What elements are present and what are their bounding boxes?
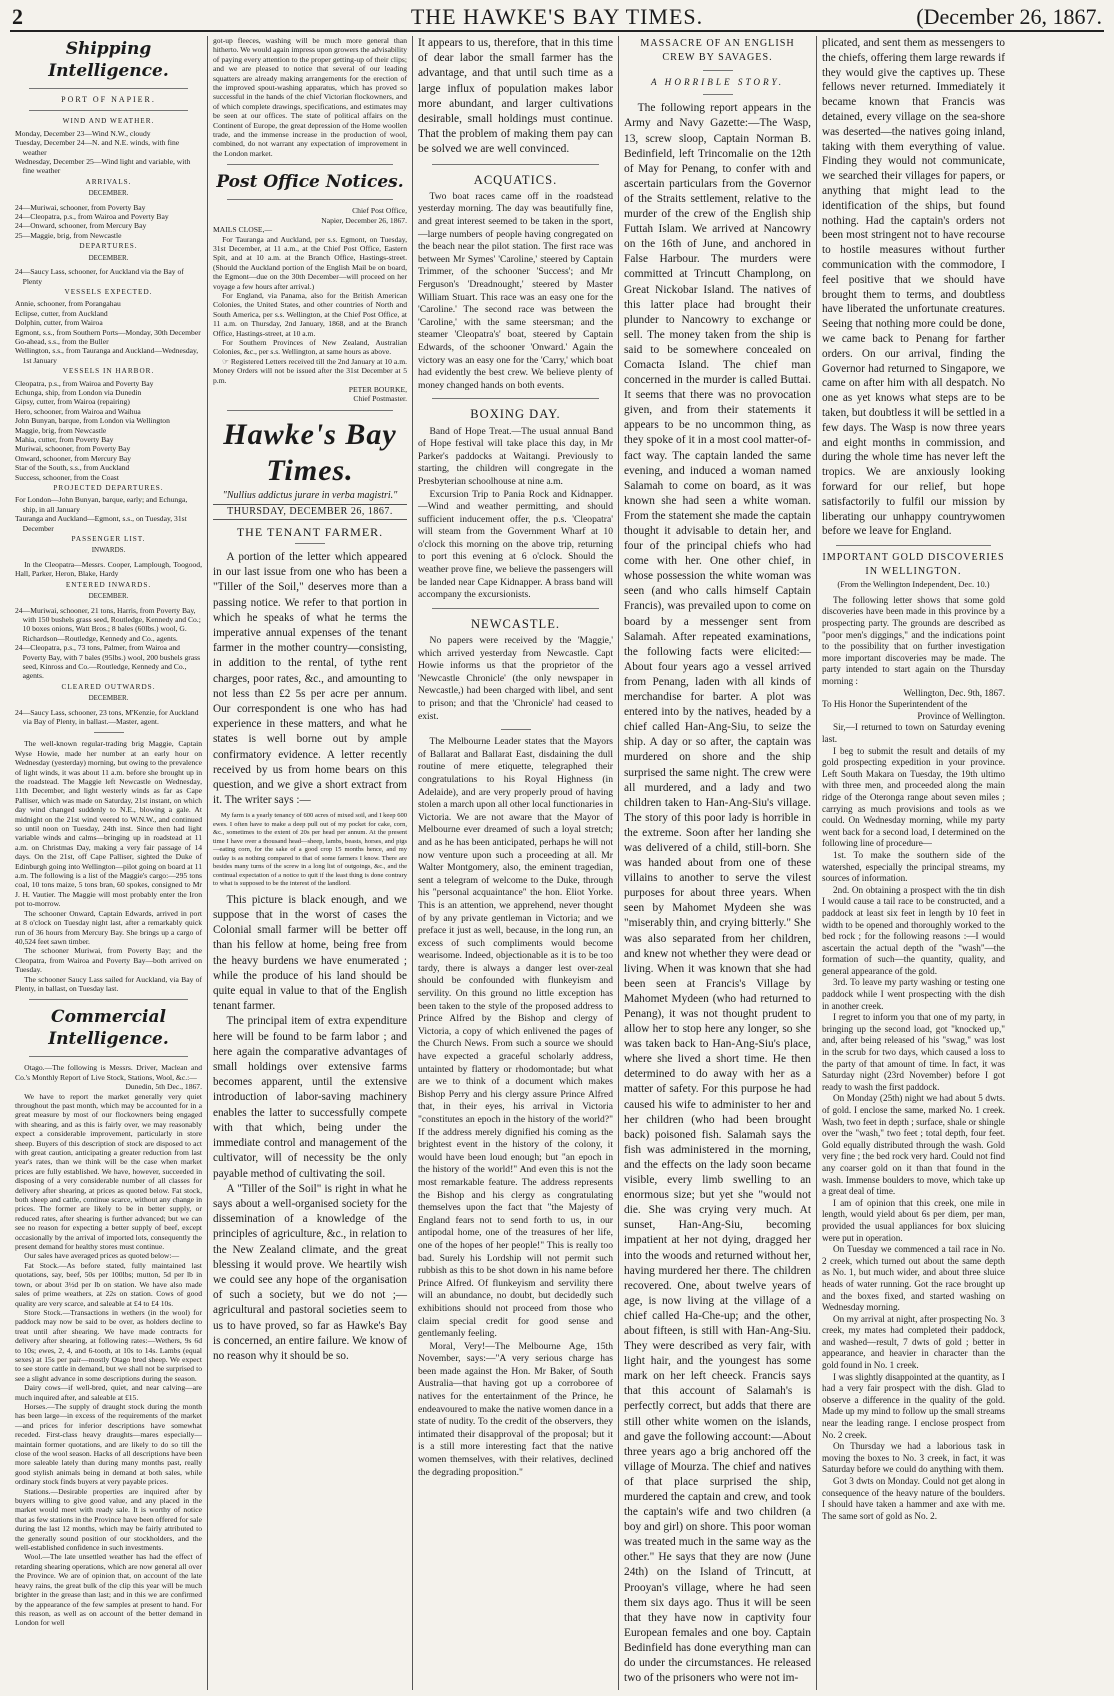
- newcastle-heading: NEWCASTLE.: [470, 616, 560, 631]
- divider: [432, 164, 599, 165]
- entered-heading: ENTERED INWARDS.: [65, 580, 152, 589]
- harbor-entry: Cleopatra, p.s., from Wairoa and Poverty Bay: [15, 378, 154, 388]
- post-dateline: Chief Post Office,: [352, 206, 407, 216]
- article-paragraph: A "Tiller of the Soil" is right in what he says about a well-organised society for the dissemination of a knowledge of the principles of agriculture, &c., in relation to the New Zealand climate, and the great blessing it would prove. We heartily wish we could see any hope of the organisation of such a society, but we do not ;—agricultural and pastoral societies seem to us to have proved, so far as Hawke's Bay is concerned, an entire failure. We know of no reason why it should be so.: [213, 1182, 407, 1362]
- weather-list: [15, 129, 202, 176]
- page-number: 2: [12, 4, 23, 29]
- divider: [501, 729, 531, 730]
- column-post-office: [208, 36, 413, 1690]
- letter-paragraph: On Monday (25th) night we had about 5 dwts. of gold. I enclose the same, marked No. 1 creek. Wash, two feet in depth ; surface, shale or shingle over the "wash," two feet ; total depth, four feet. Gold equally distributed through the wash. Gold very fine ; the bed rock very hard. Could not find any coarser gold on it than that found in the wash. Immense boulders to move, which take up a great deal of time.: [822, 1093, 1005, 1197]
- departures-month: DECEMBER.: [88, 253, 129, 262]
- letter-recipient: To His Honor the Superintendent of the: [822, 699, 968, 710]
- news-paragraph: No papers were received by the 'Maggie,' which arrived yesterday from Newcastle. Capt Howie informs us that the proprietor of the 'Newcastle Chronicle' (the only newspaper in Newcastle,) had been charged with libel, and sent to prison; and that the 'Chronicle' had ceased to exist.: [418, 635, 613, 722]
- page-date: (December 26, 1867.: [916, 4, 1102, 29]
- departure-entry: 24—Saucy Lass, schooner, for Auckland via the Bay of Plenty: [15, 267, 184, 286]
- shipping-paragraph: The schooner Onward, Captain Edwards, arrived in port at 8 o'clock on Tuesday night last, after a remarkably quick run of 36 hours from Mercury Bay. She brings up a cargo of 40,524 feet sawn timber.: [15, 908, 202, 946]
- postmaster-title: Chief Postmaster.: [353, 394, 407, 404]
- cleared-entry: 24—Saucy Lass, schooner, 23 tons, M'Kenzie, for Auckland via Bay of Plenty, in ballast.—Master, agent.: [15, 707, 199, 726]
- gold-heading: IMPORTANT GOLD DISCOVERIES: [822, 552, 1005, 564]
- weather-entry: Monday, December 23—Wind N.W., cloudy: [15, 128, 151, 138]
- newspaper-title: THE HAWKE'S BAY TIMES.: [410, 4, 704, 29]
- harbor-entry: John Bunyan, barque, from London via Wellington: [15, 416, 170, 426]
- shipping-paragraph: The schooner Saucy Lass sailed for Auckland, via Bay of Plenty, in ballast, on Tuesday last.: [15, 974, 202, 993]
- article-heading: THE TENANT FARMER.: [236, 524, 384, 539]
- divider: [29, 88, 188, 89]
- weather-entry: Wednesday, December 25—Wind light and variable, with fine weather: [15, 157, 191, 176]
- projected-heading: PROJECTED DEPARTURES.: [53, 484, 164, 493]
- harbor-entry: Star of the South, s.s., from Auckland: [15, 463, 130, 473]
- divider: [227, 410, 393, 411]
- commercial-paragraph: Fat Stock.—As before stated, fully maintained last quotations, say, beef, 50s per 100lbs; mutton, 5d per lb in town, or about 3½d per lb on station. We have also made sales of prime weathers, at 22s on station. Cows of good quality are very scarce, and saleable at £4 to £4 10s.: [15, 1260, 202, 1308]
- letter-paragraph: I was slightly disappointed at the quantity, as I had a very fair prospect with the dish. Glad to observe a difference in the quality of the gold. Made up my mind to follow up the small streams near the leading range. I enclose prospect from No. 2 creek.: [822, 1371, 1005, 1440]
- columns: [10, 36, 1104, 1690]
- passenger-list: In the Cleopatra—Messrs. Cooper, Lamplough, Toogood, Hall, Parker, Heron, Blake, Hardy: [15, 559, 202, 579]
- boxing-day-heading: BOXING DAY.: [470, 407, 561, 422]
- massacre-heading: CREW BY SAVAGES.: [662, 51, 773, 63]
- gold-heading: IN WELLINGTON.: [865, 565, 962, 577]
- commercial-paragraph: Horses.—The supply of draught stock during the month has been large—in excess of the requirements of the market—and prices for inferior descriptions have somewhat receded. First-class heavy draughts—mares especially—maintain former quotations, and are likely to do so till the close of the wool season. Hacks of all descriptions have been more saleable lately than during many months past, really good stylish animals being in demand at both sales, while ordinary stock finds buyers at very payable prices.: [15, 1401, 202, 1487]
- passenger-subheading: INWARDS.: [91, 546, 126, 555]
- news-paragraph: Excursion Trip to Pania Rock and Kidnapper.—Wind and weather permitting, and should sufficient inducement offer, the p.s. 'Cleopatra' will steam from the Government Wharf at 10 o'clock this morning on the above trip, returning to port this evening at 6 o'clock. Should the weather prove fine, we believe the passengers will be landed near Cape Kidnapper. A brass band will accompany the excursionists.: [418, 488, 613, 601]
- harbor-entry: Muriwai, schooner, from Poverty Bay: [15, 444, 131, 454]
- column-massacre: [619, 36, 817, 1690]
- post-notice: For Southern Provinces of New Zealand, Australian Colonies, &c., per s.s. Wellington, at same hours as above.: [213, 337, 407, 357]
- arrival-entry: 24—Cleopatra, p.s., from Wairoa and Poverty Bay: [15, 212, 169, 222]
- harbor-entry: Maggie, brig, from Newcastle: [15, 425, 107, 435]
- letter-paragraph: On my arrival at night, after prospecting No. 3 creek, my mates had completed their paddock, and washed—result, 7 dwts of gold ; better in appearance, and heavier in character than the gold found in No. 1 creek.: [822, 1313, 1005, 1371]
- commercial-paragraph: Wool.—The late unsettled weather has had the effect of retarding shearing operations, which are now general all over the Province. We are of opinion that, on account of the late heavy rains, the great bulk of the clip this year will be much brighter in the grease than last; and in this we are confirmed by the appearance of the few samples at present to hand. For this reason, as well as on account of the better demand in London for well: [15, 1552, 202, 1628]
- divider: [432, 608, 599, 609]
- weather-entry: Tuesday, December 24—N. and N.E. winds, with fine weather: [15, 138, 180, 157]
- commercial-paragraph: We have to report the market generally very quiet throughout the past month, which may be accounted for in a great measure by most of our flockowners being engaged with shearing, and as this is fairly over, we may reasonably expect a considerable improvement, particularly in store sheep. Buyers of this description of stock are disposed to act with great caution, anticipating a greater reduction from last year's rates, than we think will be the case when market prices are fully established. We have, however, succeeded in disposing of a very considerable number of all classes for delivery after shearing, at prices as quoted below. Fat stock, both sheep and cattle, continue scarce, without any change in prices. The former are likely to be in better supply, or reduced rates, after shearing is further advanced; but we can see no reason for expecting a better supply of beef, except occasionally by the arrival of imported lots, consequently the present demand for healthy stores must continue.: [15, 1091, 202, 1252]
- cleared-month: DECEMBER.: [88, 694, 129, 703]
- boxing-day-report: [418, 426, 613, 602]
- mails-close-label: MAILS CLOSE,—: [213, 225, 273, 235]
- entered-entry: 24—Cleopatra, p.s., 73 tons, Palmer, from Wairoa and Poverty Bay, with 7 bales (95lbs.) wool, 200 bushels grass seed, Kinross and Co.—Routledge, Kennedy and Co., agents.: [15, 643, 201, 681]
- acquatics-report: [418, 191, 613, 393]
- expected-entry: Annie, schooner, from Porangahau: [15, 299, 121, 309]
- column-shipping: [10, 36, 208, 1690]
- news-paragraph: Two boat races came off in the roadstead yesterday morning. The day was beautifully fine, and great interest seemed to be taken in the sport,—large numbers of people having congregated on the beach near the pilot station. The first race was between Mr Symes' 'Caroline,' steered by Captain Trimmer, of the schooner 'Success'; and Mr Ferguson's 'Dreadnought,' steered by Master William Stuart. This race was an easy one for the 'Caroline.' The second race was between the 'Caroline,' with the same steersman; and the steamer 'Cleopatra's' boat, steered by Captain Edwards, of the schooner 'Onward.' Again the victory was an easy one for the 'Carry,' which boat had evidently the best crew. We believe plenty of money changed hands on both events.: [418, 190, 613, 391]
- projected-entry: For London—John Bunyan, barque, early; and Echunga, ship, in all January: [15, 495, 188, 514]
- divider: [29, 999, 188, 1000]
- editorial-banner: Hawke's Bay Times.: [223, 417, 397, 487]
- melbourne-report: [418, 736, 613, 1479]
- tenant-farmer-article: [213, 550, 407, 808]
- arrival-entry: 24—Muriwai, schooner, from Poverty Bay: [15, 202, 146, 212]
- entered-entry: 24—Muriwai, schooner, 21 tons, Harris, from Poverty Bay, with 150 bushels grass seed, Routledge, Kennedy and Co.; 10 boxes onions, Watt Bros.; 8 bales (60lbs.) wool, G. Richardson—Routledge, Kennedy and Co., agents.: [15, 605, 201, 643]
- article-continuation: [213, 893, 407, 1364]
- harbor-entry: Echunga, ship, from London via Dunedin: [15, 387, 142, 397]
- letter-paragraph: On Thursday we had a laborious task in moving the boxes to No. 3 creek, in fact, it was Saturday before we could do anything with them.: [822, 1441, 1005, 1475]
- post-notices: [213, 235, 407, 386]
- divider: [703, 70, 733, 71]
- entered-list: [15, 606, 202, 681]
- article-paragraph: The principal item of extra expenditure here will be found to be farm labor ; and here again the comparative advantages of small holdings over extensive farms becomes apparent, until the extensive introduction of labor-saving machinery enables the latter to successfully compete with that which, being under the immediate control and management of the cultivator, will of necessity be the only payable method of cultivating the soil.: [213, 1015, 407, 1180]
- massacre-paragraph: The following report appears in the Army and Navy Gazette:—The Wasp, 13, screw sloop, Captain Norman B. Bedinfield, left Trincomalie on the 12th of May for Penang, to confer with and ascertain particulars from the Governor of the Straits settlement, relative to the murder of the crew of the English ship Futtah Islam. We arrived at Nancowry on the 16th of June, and anchored in False Harbour. The murders were committed at Trincutt Champlong, on Great Nickobar Island. The natives of this latter place had brought their plunder to Nancowry to exchange or sell. The money taken from the ship is said to be somewhere concealed on Comacta Island. The chief man concerned in the murder is called Buttai. It seems that there was no provocation given, and from their statements it appears to be no uncommon thing, as they spoke of it in a most cool matter-of-fact way. The captain landed the same evening, and induced a woman named Salamah to come on board, as it was known she had seen a white woman. From the statement she made the captain thought it advisable to detain her, and four of the principal chiefs who had come with her. One other chief, in whose possession the white woman was seen (and who calls himself Captain Francis), was prevailed upon to come on board by a messenger sent from Salamah. After repeated examinations, the following facts were elicited:—About four years ago a vessel arrived from Penang, laden with all kinds of merchandise for barter. A plot was entered into by the natives, headed by a chief called Han-Ang-Siu, to seize the ship. A day or so after, the captain was murdered on shore and the ship surprised the same night. The crew were all murdered, and a lady and two children taken to Han-Ang-Siu's village. The story of this poor lady is horrible in the extreme. Soon after her landing she was delivered of a child, still-born. She was handed about from one of these villains to another to serve the vilest purposes for about three years. When seen by Mahomet Mydeen she was "miserably thin, and crying bitterly." She was also separated from her children, and knew not whether they were dead or living. When it was known that she had been seen at Francis's Village by Mahomet Mydeen (who had returned to Penang), it was not thought prudent to allow her to stop here any longer, so she was taken back to Han-Ang-Siu's place, where she lived a short time. He then determined to do away with her as a matter of safety. For this purpose he had caused his wife to administer to her and her children (who had been brought back) poisoned fish. Salamah says the fish was administered in the morning, and the effects on the lady soon became visible, every limb swelling to an enormous size; but yet she "would not die. She was crying very much. At sunset, Han-Ang-Siu, becoming impatient at her not dying, dragged her into the woods and returned without her, having murdered her there. The children recovered. One, about twelve years of age, is now living at the village of a chief called Ha-Che-up; and the other, about fifteen, is still with Han-Ang-Siu. They were described as very fair, with light hair, and the youngest has some mark on her left cheeck. Francis says that this account of Salamah's is perfectly correct, but adds that there are still other white women on the islands, and gave the following account:—About three years ago a brig anchored off the village of Mourza. The chief and natives of that place surprised the ship, murdered the captain and crew, and took the captain's wife and two children (a boy and girl) on shore. This poor woman was treated much in the same way as the other." He says that they are now (June 24th) on the Island of Trincutt, at Prooyan's village, where he had seen them six days ago. Thus it will be seen that they have now in captivity four European females and one boy. Captain Bedinfield has done everything man can do under the circumstances. He released two of the prisoners who were not im-: [624, 102, 811, 1685]
- divider: [94, 732, 124, 733]
- letter-paragraph: I am of opinion that this creek, one mile in length, would yield about 6s per diem, per man, provided the usual appliances for box sluicing were put in operation.: [822, 1197, 1005, 1243]
- letter-paragraph: On Tuesday we commenced a tail race in No. 2 creek, which turned out about the same depth as No. 1, but much wider, and about three sluice heads of water running. Got the race brought up and the boxes fixed, and started washing on Wednesday morning.: [822, 1244, 1005, 1313]
- post-notice: ☞ Registered Letters received till the 2nd January at 10 a.m. Money Orders will not be issued after the 31st December at 5 p.m.: [213, 356, 407, 385]
- post-notice: For Tauranga and Auckland, per s.s. Egmont, on Tuesday, 31st December, at 11 a.m., at the Chief Post Office, Eastern Spit, and at 10 a.m. at the Branch Office, Hastings-street. (Should the Auckland portion of the English Mail be on board, the Egmont—due on the 30th December—will proceed on her voyage a few hours after arrival.): [213, 234, 407, 291]
- arrivals-list: [15, 203, 202, 241]
- divider: [295, 543, 325, 544]
- harbor-entry: Success, schooner, from the Coast: [15, 472, 119, 482]
- post-dateline: Napier, December 26, 1867.: [321, 215, 407, 225]
- shipping-paragraph: The well-known regular-trading brig Maggie, Captain Wyse Howie, made her number at an early hour on Wednesday (yesterday) morning, but owing to the prevalence of light winds, it was about 11 a.m. before she brought up in the roadstead. The Maggie left Newcastle on Wednesday, 11th December, and light westerly winds as far as Cape Palliser, which was made on Saturday, 21st instant, on which day wind changed suddenly to N.E., blowing a gale. At midnight on the 21st wind veered to W.N.W., and continued so until noon on Tuesday, 24th inst. Since then had light variable winds and calms—bringing up in roadstead at 11 a.m. on Christmas Day, making a very fair passage of 14 days. On the 21st, off Cape Palliser, sighted the Duke of Edinburgh going into Wellington—pilot going on board at 11 a.m. The following is a list of the Maggie's cargo:—295 tons coal, 10 tons maize, 5 tons bran, 60 spokes, consigned to Mr J. H. Vautier. The Maggie will most probably enter the Iron pot to-morrow.: [15, 739, 202, 909]
- editorial-paragraph: It appears to us, therefore, that in this time of dear labor the small farmer has the advantage, and that until such time as a large influx of population makes labor more abundant, and larger cultivations desirable, small holdings must continue. That the problem of making them pay can be solved we are well convinced.: [418, 37, 613, 156]
- divider: [227, 199, 393, 200]
- commercial-paragraph: Dairy cows—if well-bred, quiet, and near calving—are much inquired after, and saleable at £15.: [15, 1383, 202, 1402]
- gold-source: (From the Wellington Independent, Dec. 10.): [837, 579, 990, 590]
- commercial-report: [15, 1092, 202, 1628]
- arrivals-heading: ARRIVALS.: [85, 177, 132, 186]
- arrivals-month: DECEMBER.: [88, 189, 129, 198]
- divider: [227, 164, 393, 165]
- massacre-paragraph: plicated, and sent them as messengers to the chiefs, offering them large rewards if they would give the captives up. These fellows never returned. Immediately it became known that Francis was detained, every village on the sea-shore was deserted—the natives going inland, taking with them everything of value. Finding they would not communicate, we searched their villages for papers, or anything that might lead to the identification of the ships, but found nothing. Had the captain's orders not been most stringent not to have recourse to hostile measures without further communication with the commodore, I feel positive that we should have brought them to terms, and doubtless have liberated the unfortunate creatures. Seeing that nothing more could be done, we came back to Penang for farther orders. On our arrival, finding the Governor had returned to Singapore, we came on after him with all despatch. No one as yet knows what steps are to be taken, but doubtless it will be settled in a few days. The Wasp is now three years and eight months in commission, and during the whole time has never left the tropics. We are anxiously looking forward for our relief, but hope satisfactorily to fulfil our mission by liberating our unhappy countrywomen before we leave for England.: [822, 37, 1006, 538]
- divider: [836, 545, 991, 546]
- commercial-paragraph: Store Stock.—Transactions in wethers (in the wool) for paddock may now be said to be over, as holders decline to treat until after shearing. We have made contracts for delivery after shearing, at following rates:—Wethers, 9s 6d to 10s; ewes, 2, 4, and 6-tooth, at 10s to 14s. Lambs (equal sexes) at 15s per pair—mostly Otago bred sheep. We expect to see store cattle in demand, but we shall not be surprised to see a slight advance in some descriptions during the season.: [15, 1307, 202, 1383]
- article-quote: My farm is a yearly tenancy of 600 acres of mixed soil, and I keep 600 ewes. I often have to make a deep pull out of my pocket for cake, corn, &c., sometimes to the extent of 20s per head per annum. At the present time I have over a thousand head—sheep, lambs, beasts, horses, and pigs—eating corn, for the sake of a good crop 15 months hence, and my outlay is as nothing compared to that of some farmers I know. There are besides many turns of the screw in a long list of outgoings, &c., and the continual expectation of a notice to quit if the least thing is done contrary to what is supposed to be the interest of the landlord.: [213, 812, 407, 888]
- postmaster-signature: PETER BOURKE,: [348, 385, 407, 394]
- commercial-paragraph: Stations.—Desirable properties are inquired after by buyers willing to give good value, and any placed in the market would meet with ready sale. It is worthy of notice that as few stations in the Province have been offered for sale during the last 12 months, which may be fairly attributed to the generally sound position of our stockholders, and the well-established confidence in such investments.: [15, 1486, 202, 1553]
- expected-entry: Wellington, s.s., from Tauranga and Auckland—Wednesday, 1st January: [15, 346, 199, 365]
- arrival-entry: 25—Maggie, brig, from Newcastle: [15, 230, 122, 240]
- massacre-continuation: [822, 36, 1005, 539]
- arrival-entry: 24—Onward, schooner, from Mercury Bay: [15, 221, 147, 231]
- post-notice: For England, via Panama, also for the British American Colonies, the United States, and other countries of North and South America, per s.s. Wellington, at the Chief Post Office, at 11 a.m. on Thursday, 2nd January, 1868, and at the Branch Office, Hastings-street, at 10 a.m.: [213, 290, 407, 338]
- expected-entry: Eclipse, cutter, from Auckland: [15, 308, 108, 318]
- news-paragraph: Moral, Very!—The Melbourne Age, 15th November, says:—"A very serious charge has been made against the Hon. Mr Baker, of South Australia—that having got up a corroboree of natives for the entertainment of the Prince, he endeavoured to make the native women dance in a state of nudity. To the credit of the observers, they intimated their disapproval of the proposal; but it is a still more interesting fact that the native women themselves, with their relatives, declined the degrading proposition.": [418, 1340, 613, 1478]
- news-paragraph: The Melbourne Leader states that the Mayors of Ballarat and Ballarat East, disdaining the dull routine of mere etiquette, telegraphed their congratulations to his Royal Highness (in Adelaide), and are very properly proud of having stolen a march upon all other local functionaries in Victoria. We are not aware that the Mayor of Melbourne ever dreamed of such a loyal stretch; and as he has been anticipated, perhaps he will not now venture upon such a proceeding at all. Mr Walter Montgomery, also, the eminent tragedian, sent a telegram of welcome to the Duke, through his "personal acquaintance" the hon. Eliot Yorke. This is an attention, we apprehend, never thought of by any private gentleman in Victoria; and we preface it just as well, because, in the long run, an excess of such compliments would become wearisome. Indeed, objectionable as it is to be too tardy, there is always a danger lest over-zeal should be confounded with flunkeyism and servility. On this ground no little exception has been taken to the style of the proposed address to Prince Alfred by the Bishop and clergy of Victoria, a copy of which enlivened the pages of the Church News. From such a source we should have expected a graceful scholarly address, untainted by flattery or rhodomontade; but what are we to think of a document which makes Bishop Perry and his clergy assure Prince Alfred that, in their eyes, his arrival in Victoria "constitutes an epoch in the history of the world?" If the address merely dignified his coming as the brightest event in the history of the colony, it would have been loud enough; but "an epoch in the history of the world!" And even this is not the most remarkable feature. The address represents the Bishop and his clergy as congratulating themselves upon the fact that "the Majesty of England fears not to send forth to us, in our antipodal home, one of the treasures of her life, one of the hopes of her people!" This is really too bad. Surely his Lordship will not permit such rubbish as this to be shot down in his name before Prince Alfred. Of flunkeyism and servility there will an abundance, no doubt, but decidedly such exhibitions should not proceed from those who claim special credit for good sense and gentlemanly feeling.: [418, 736, 614, 1340]
- harbor-entry: Hero, schooner, from Wairoa and Waihua: [15, 406, 141, 416]
- weather-heading: WIND AND WEATHER.: [62, 117, 155, 126]
- column-gold: [817, 36, 1010, 1690]
- newcastle-report: [418, 635, 613, 723]
- expected-entry: Go-ahead, s.s., from the Buller: [15, 336, 109, 346]
- expected-entry: Egmont, s.s., from Southern Ports—Monday, 30th December: [15, 327, 201, 337]
- letter-paragraph: Sir,—I returned to town on Saturday evening last.: [822, 722, 1005, 744]
- shipping-paragraph: The schooner Muriwai, from Poverty Bay; and the Cleopatra, from Wairoa and Poverty Bay—both arrived on Tuesday.: [15, 946, 202, 975]
- letter-paragraph: 1st. To make the southern side of the watershed, especially the principal streams, my sources of information.: [822, 849, 1005, 884]
- letter-paragraph: 3rd. To leave my party washing or testing one paddock while I went prospecting with the dish in another creek.: [822, 977, 1005, 1011]
- departures-list: [15, 267, 202, 286]
- projected-list: [15, 495, 202, 533]
- issue-date: THURSDAY, DECEMBER 26, 1867.: [213, 504, 407, 519]
- masthead: [10, 4, 1104, 32]
- cleared-list: [15, 708, 202, 727]
- editorial-continuation: [418, 36, 613, 158]
- harbor-entry: Gipsy, cutter, from Wairoa (repairing): [15, 397, 130, 407]
- harbor-list: [15, 379, 202, 482]
- article-paragraph: This picture is black enough, and we suppose that in the worst of cases the Colonial small farmer will be better off than his fellow at home, being free from the heavy burdens we have enumerated ; while the produce of his land should be quite equal in value to that of the English tenant farmer.: [213, 893, 407, 1013]
- commercial-paragraph: Our sales have averaged prices as quoted below:—: [24, 1251, 180, 1261]
- divider: [703, 94, 733, 95]
- motto: "Nullius addictus jurare in verba magistri.": [222, 489, 398, 501]
- expected-entry: Dolphin, cutter, from Wairoa: [15, 318, 103, 328]
- expected-list: [15, 299, 202, 365]
- commercial-heading: Commercial Intelligence.: [48, 1007, 169, 1050]
- article-paragraph: A portion of the letter which appeared in our last issue from one who has been a "Tiller of the Soil," deserves more than a passing notice. We refer to that portion in which he speaks of what he terms the imperative annual expenses of the tenant farmer in the mother country—consisting, in addition to the rental, of tythe rent charges, poor rates, &c., and amounting to not less than £2 5s per acre per annum. Our correspondent is one who has had experience in these matters, and what he states is well borne out by ample confirmatory evidence. A letter recently received by us from home bears on this question, and we give a short extract from it. The writer says :—: [213, 551, 407, 807]
- letter-paragraph: I beg to submit the result and details of my gold prospecting expedition in your province. Left South Makara on Tuesday, the 19th ultimo with three men, and proceeded along the main ridge of the Oteronga range about seven miles ; carrying as much provisions and tools as we could. On Wednesday morning, while my party went back for a second load, I determined on the following line of procedure—: [822, 745, 1005, 849]
- commercial-intro: Otago.—The following is Messrs. Driver, Maclean and Co.'s Monthly Report of Live Stock, Stations, Wool, &c.:—: [15, 1063, 202, 1082]
- letter-recipient: Province of Wellington.: [917, 710, 1005, 721]
- passenger-heading: PASSENGER LIST.: [71, 535, 146, 544]
- gold-letter: [822, 722, 1005, 1522]
- departures-heading: DEPARTURES.: [79, 242, 138, 251]
- gold-intro: The following letter shows that some gold discoveries have been made in this province by a prospecting party. The grounds are described as "poor men's diggings," and the indications point to the possibility that on further investigation more important discoveries may be made. The party intended to start again on the Thursday morning :: [822, 594, 1005, 687]
- massacre-heading: MASSACRE OF AN ENGLISH: [640, 38, 795, 49]
- shipping-news: [15, 739, 202, 993]
- divider: [29, 110, 188, 111]
- column-local-news: [413, 36, 619, 1690]
- expected-heading: VESSELS EXPECTED.: [64, 287, 153, 296]
- cleared-heading: CLEARED OUTWARDS.: [61, 682, 156, 691]
- projected-entry: Tauranga and Auckland—Egmont, s.s., on Tuesday, 31st December: [15, 514, 187, 533]
- commercial-dateline: Dunedin, 5th Dec., 1867.: [125, 1082, 202, 1092]
- harbor-entry: Onward, schooner, from Mercury Bay: [15, 453, 132, 463]
- massacre-subheading: A HORRIBLE STORY.: [650, 76, 785, 87]
- shipping-heading: Shipping Intelligence.: [48, 39, 169, 81]
- harbor-entry: Mahia, cutter, from Poverty Bay: [15, 435, 114, 444]
- divider: [432, 398, 599, 399]
- post-office-heading: Post Office Notices.: [216, 172, 404, 193]
- entered-month: DECEMBER.: [88, 592, 129, 601]
- divider: [29, 1056, 188, 1057]
- letter-date: Wellington, Dec. 9th, 1867.: [903, 687, 1005, 698]
- letter-paragraph: I regret to inform you that one of my party, in bringing up the second load, got "knocked up," and, after being released of his "swag," was lost in the scrub for two days, which caused a loss to the party of that amount of time. In fact, it was Saturday night (23rd November) before I got ready to wash the first paddock.: [822, 1012, 1005, 1092]
- harbor-heading: VESSELS IN HARBOR.: [62, 367, 155, 376]
- letter-paragraph: 2nd. On obtaining a prospect with the tin dish I would cause a tail race to be constructed, and a paddock at least six feet in length by 10 feet in width to be opened and thoroughly worked to the bed rock ; for the following reasons :—I would ascertain the actual depth of the "wash"—the formation of such—the quantity, quality, and general appearance of the gold.: [822, 884, 1005, 976]
- massacre-article: [624, 101, 811, 1686]
- port-heading: PORT OF NAPIER.: [61, 95, 156, 104]
- news-paragraph: Band of Hope Treat.—The usual annual Band of Hope festival will take place this day, in Mr Parker's paddocks at Waitangi. Previously to starting, the children will congregate in the Presbyterian schoolhouse at nine a.m.: [418, 425, 613, 487]
- acquatics-heading: ACQUATICS.: [473, 172, 558, 187]
- letter-paragraph: Got 3 dwts on Monday. Could not get along in consequence of the heavy nature of the boulders. I should have taken a hammer and axe with me. The same sort of gold as No. 2.: [822, 1476, 1005, 1521]
- commercial-continuation: got-up fleeces, washing will be much more general than hitherto. We would again impress upon growers the advisability of paying every attention to the proper getting-up of their clips; and we are pleased to notice that several of our leading squatters are already making arrangements for the erection of the improved spout-washing apparatus, which has proved so successful in the hands of the chief Victorian flockowners, and of which complete drawings, specifications, and estimates may be seen at our offices. The state of political affairs on the Continent of Europe, the great depression of the Home woollen trade, and the immense increase in the production of wool, combined, do not warrant any expectation of improvement in the London market.: [213, 36, 407, 158]
